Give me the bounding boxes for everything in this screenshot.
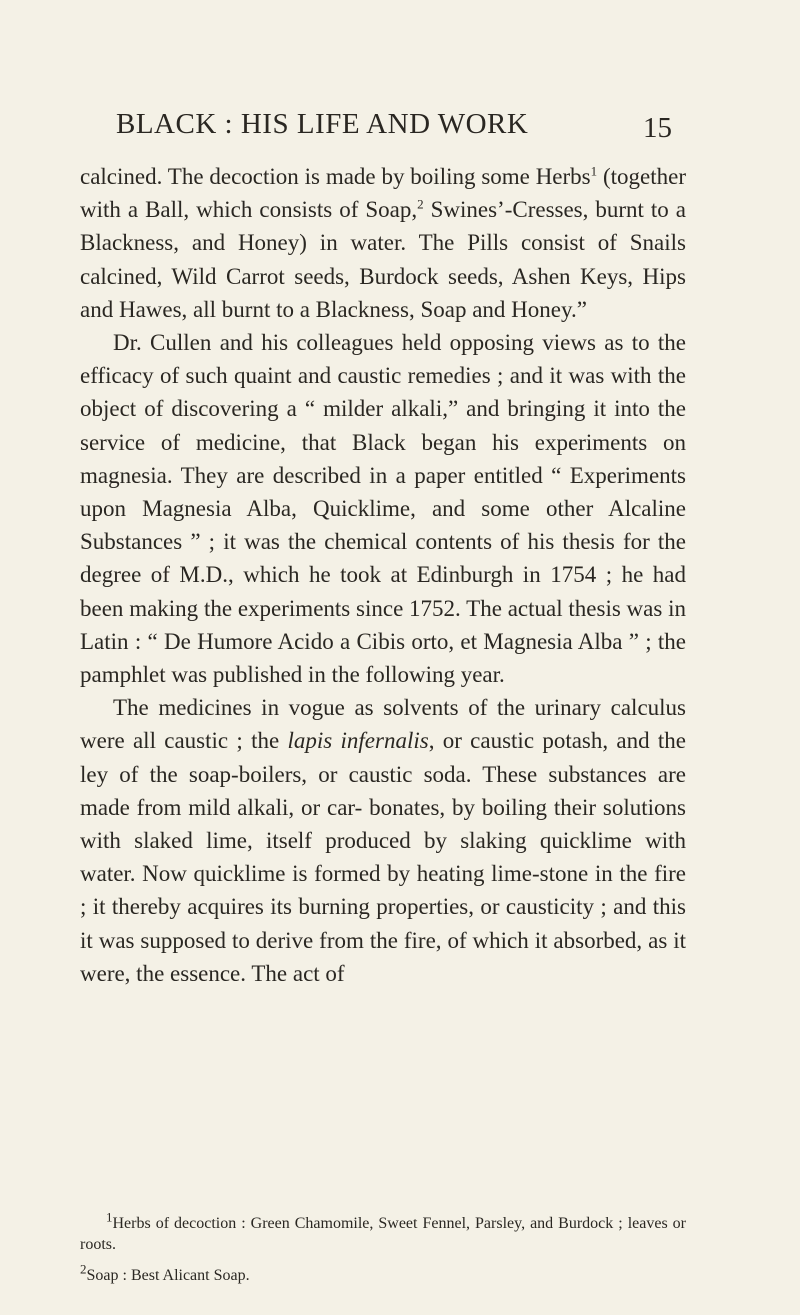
paragraph-3-italic: lapis infernalis [287,728,429,754]
running-title: BLACK : HIS LIFE AND WORK [116,108,529,140]
paragraph-1-part-a: calcined. The decoction is made by boiling some Herbs [80,164,591,189]
paragraph-3-part-b: , or caustic potash, and the ley of the soap-boilers, or caustic soda. These substances are made from mild alkali, or car- bonates, by boiling their solutions with slaked lime, itself produced by slaking quicklime with water. Now quicklime is formed by heating lime-stone in the fire ; it thereby acquires its burning properties, or causticity ; and this it was supposed to derive from the fire, of which it absorbed, as it were, the essence. The act of [80,728,687,986]
footnote-ref-2: 2 [417,196,424,212]
footnote-ref-1: 1 [590,163,598,179]
page-number: 15 [643,112,672,144]
paragraph-1-part-b: (together with a Ball, which consists of Soap, [80,164,686,223]
paragraph-1-part-c: Swines’-Cresses, burnt to a Blackness, and Honey) in water. The Pills consist of Snails calcined, Wild Carrot seeds, Burdock seeds, Ashen Keys, Hips and Hawes, all burnt to a Blackness, Soap and Honey.” [80,197,686,322]
paragraph-3 [80,691,686,990]
running-head [116,108,672,148]
paragraph-1 [80,160,686,326]
paragraph-3-part-a: The medicines in vogue as solvents of the urinary calculus were all caustic ; the [80,695,686,754]
footnote-1-mark: 1 [106,1209,113,1225]
footnote-1-text: Herbs of decoction : Green Chamomile, Sweet Fennel, Parsley, and Burdock ; leaves or roots. [80,1215,686,1253]
footnote-2-text: Soap : Best Alicant Soap. [86,1267,250,1284]
footnote-1 [80,1209,686,1255]
paragraph-2: Dr. Cullen and his colleagues held opposing views as to the efficacy of such quaint and caustic remedies ; and it was with the object of discovering a “ milder alkali,” and bringing it into the service of medicine, that Black began his experiments on magnesia. They are described in a paper entitled “ Experiments upon Magnesia Alba, Quicklime, and some other Alcaline Substances ” ; it was the chemical contents of his thesis for the degree of M.D., which he took at Edinburgh in 1754 ; he had been making the experiments since 1752. The actual thesis was in Latin : “ De Humore Acido a Cibis orto, et Magnesia Alba ” ; the pamphlet was published in the following year. [80,330,686,688]
footnote-2 [80,1261,686,1286]
body-text [80,160,686,990]
footnote-2-mark: 2 [80,1261,87,1277]
footnotes [80,1209,686,1296]
